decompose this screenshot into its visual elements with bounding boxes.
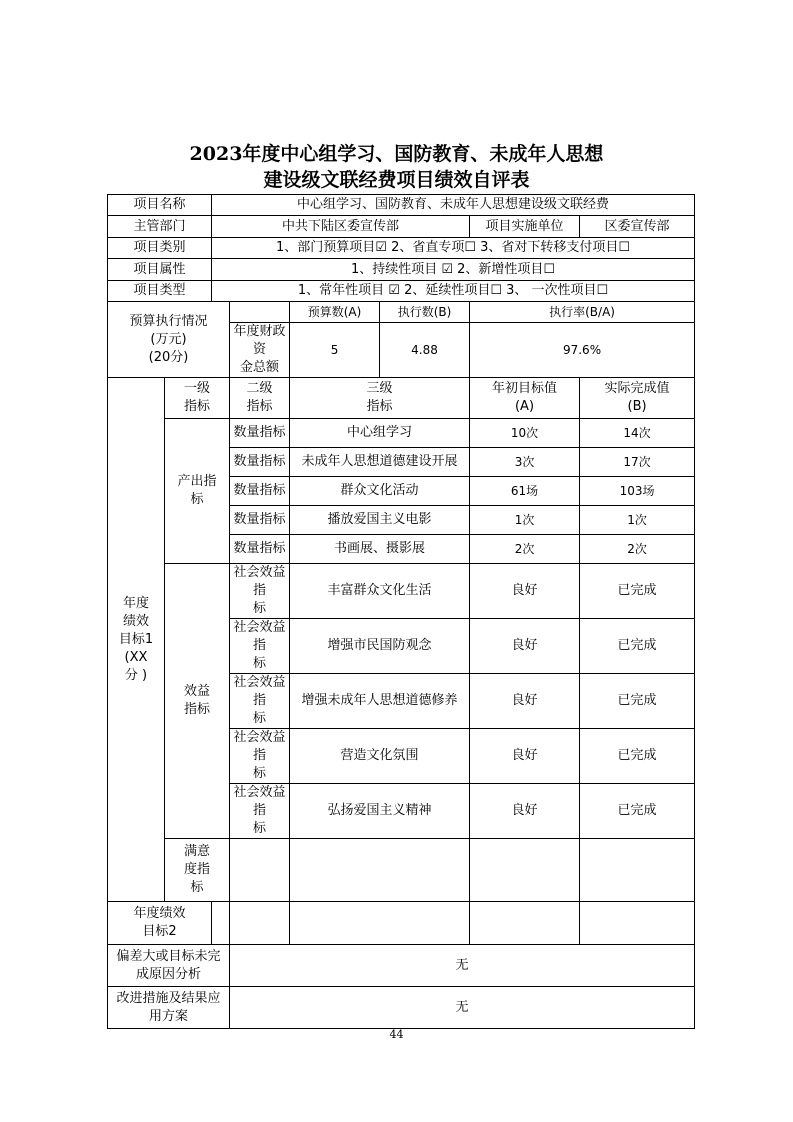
output-level2: 数量指标 [230,506,290,535]
document-title-line2: 建设级文联经费项目绩效自评表 [263,169,530,191]
output-actual: 1次 [580,506,695,535]
goal1-label: 年度 绩效 目标1 (XX 分 ) [108,378,165,902]
deviation-value: 无 [230,945,695,987]
budget-empty-cell [230,302,290,323]
satisfaction-level3-empty [290,839,470,902]
budget-row-label: 年度财政资 金总额 [230,323,290,378]
output-target: 10次 [470,419,580,448]
output-indicator-label: 产出指 标 [165,419,230,564]
output-actual: 17次 [580,448,695,477]
benefit-target: 良好 [470,784,580,839]
satisfaction-target-empty [470,839,580,902]
budget-b-value: 4.88 [380,323,470,378]
output-level3: 书画展、摄影展 [290,535,470,564]
output-actual: 2次 [580,535,695,564]
impl-unit-label: 项目实施单位 [470,216,580,238]
benefit-level3: 营造文化氛围 [290,729,470,784]
project-name-label: 项目名称 [108,195,212,216]
output-level2: 数量指标 [230,477,290,506]
budget-rate-value: 97.6% [470,323,695,378]
benefit-level3: 弘扬爱国主义精神 [290,784,470,839]
benefit-target: 良好 [470,729,580,784]
goal2-empty-2 [230,902,290,945]
benefit-level2: 社会效益指 标 [230,619,290,674]
benefit-level3: 增强未成年人思想道德修养 [290,674,470,729]
category-label: 项目类别 [108,238,212,259]
output-level3: 群众文化活动 [290,477,470,506]
benefit-actual: 已完成 [580,619,695,674]
output-level3: 未成年人思想道德建设开展 [290,448,470,477]
deviation-label: 偏差大或目标未完 成原因分析 [108,945,230,987]
page-number: 44 [389,1028,404,1041]
output-level2: 数量指标 [230,448,290,477]
improve-value: 无 [230,987,695,1029]
satisfaction-actual-empty [580,839,695,902]
benefit-actual: 已完成 [580,564,695,619]
header-level1: 一级 指标 [165,378,230,419]
output-target: 3次 [470,448,580,477]
output-level3: 中心组学习 [290,419,470,448]
output-level3: 播放爱国主义电影 [290,506,470,535]
output-actual: 14次 [580,419,695,448]
benefit-actual: 已完成 [580,674,695,729]
type-label: 项目类型 [108,281,212,302]
type-options: 1、常年性项目 ☑ 2、延续性项目☐ 3、 一次性项目☐ [212,281,695,302]
header-level2: 二级 指标 [230,378,290,419]
budget-col-rate: 执行率(B/A) [470,302,695,323]
goal2-empty-3 [290,902,470,945]
benefit-target: 良好 [470,619,580,674]
output-target: 2次 [470,535,580,564]
header-level3: 三级 指标 [290,378,470,419]
header-target: 年初目标值 (A) [470,378,580,419]
benefit-level2: 社会效益指 标 [230,564,290,619]
budget-col-b: 执行数(B) [380,302,470,323]
benefit-actual: 已完成 [580,729,695,784]
benefit-level3: 增强市民国防观念 [290,619,470,674]
benefit-level2: 社会效益指 标 [230,729,290,784]
budget-label: 预算执行情况 (万元) (20分) [108,302,230,378]
satisfaction-indicator-label: 满意 度指 标 [165,839,230,902]
output-target: 61场 [470,477,580,506]
goal2-empty-5 [580,902,695,945]
budget-col-a: 预算数(A) [290,302,380,323]
attribute-label: 项目属性 [108,259,212,281]
impl-unit-value: 区委宣传部 [580,216,695,238]
benefit-indicator-label: 效益 指标 [165,564,230,839]
benefit-level2: 社会效益指 标 [230,784,290,839]
performance-evaluation-table [107,194,695,1029]
benefit-level2: 社会效益指 标 [230,674,290,729]
satisfaction-level2-empty [230,839,290,902]
benefit-actual: 已完成 [580,784,695,839]
category-options: 1、部门预算项目☑ 2、省直专项☐ 3、省对下转移支付项目☐ [212,238,695,259]
project-name-value: 中心组学习、国防教育、未成年人思想建设级文联经费 [212,195,695,216]
benefit-level3: 丰富群众文化生活 [290,564,470,619]
header-actual: 实际完成值 (B) [580,378,695,419]
dept-value: 中共下陆区委宣传部 [212,216,470,238]
goal2-empty-4 [470,902,580,945]
output-level2: 数量指标 [230,535,290,564]
goal2-empty-1 [212,902,230,945]
output-level2: 数量指标 [230,419,290,448]
goal2-label: 年度绩效 目标2 [108,902,212,945]
attribute-options: 1、持续性项目 ☑ 2、新增性项目☐ [212,259,695,281]
output-target: 1次 [470,506,580,535]
document-title-line1: 2023年度中心组学习、国防教育、未成年人思想 [189,143,604,165]
dept-label: 主管部门 [108,216,212,238]
improve-label: 改进措施及结果应 用方案 [108,987,230,1029]
budget-a-value: 5 [290,323,380,378]
output-actual: 103场 [580,477,695,506]
benefit-target: 良好 [470,564,580,619]
benefit-target: 良好 [470,674,580,729]
